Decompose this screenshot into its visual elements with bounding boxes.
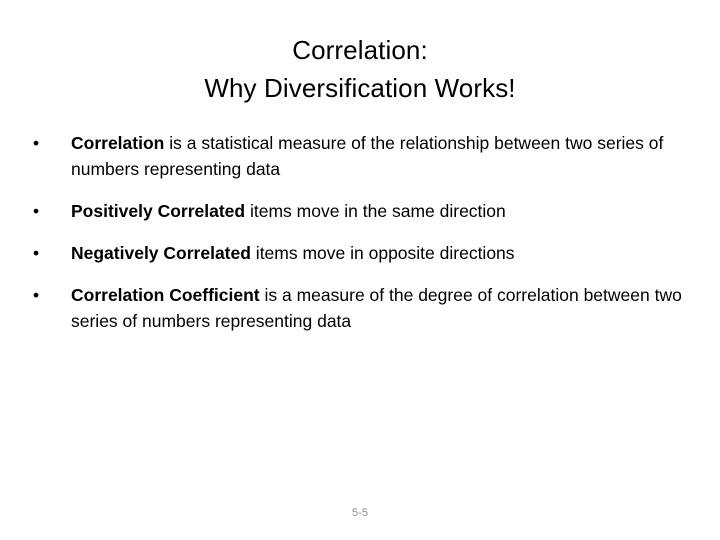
title-line-1: Correlation:	[292, 35, 428, 65]
bullet-marker: •	[33, 243, 40, 263]
bullet-item	[33, 240, 703, 266]
title-line-2: Why Diversification Works!	[204, 73, 516, 103]
page-number: 5-5	[352, 507, 368, 519]
bullet-text: items move in opposite directions	[250, 243, 515, 263]
bullet-term: Correlation Coefficient	[71, 285, 260, 305]
bullet-text: is a statistical measure of the relationship between two series of numbers representing data	[71, 133, 664, 179]
bullet-marker: •	[33, 285, 40, 305]
bullet-item	[33, 198, 703, 224]
bullet-marker: •	[33, 133, 40, 153]
bullet-term: Correlation	[71, 133, 165, 153]
bullet-term: Negatively Correlated	[71, 243, 251, 263]
slide-title	[0, 31, 720, 107]
bullet-text: is a measure of the degree of correlation between two series of numbers representing data	[71, 285, 682, 331]
bullet-list	[33, 130, 703, 334]
bullet-term: Positively Correlated	[71, 201, 246, 221]
bullet-marker: •	[33, 201, 40, 221]
bullet-item	[33, 282, 703, 334]
bullet-text: items move in the same direction	[245, 201, 506, 221]
bullet-item	[33, 130, 703, 182]
